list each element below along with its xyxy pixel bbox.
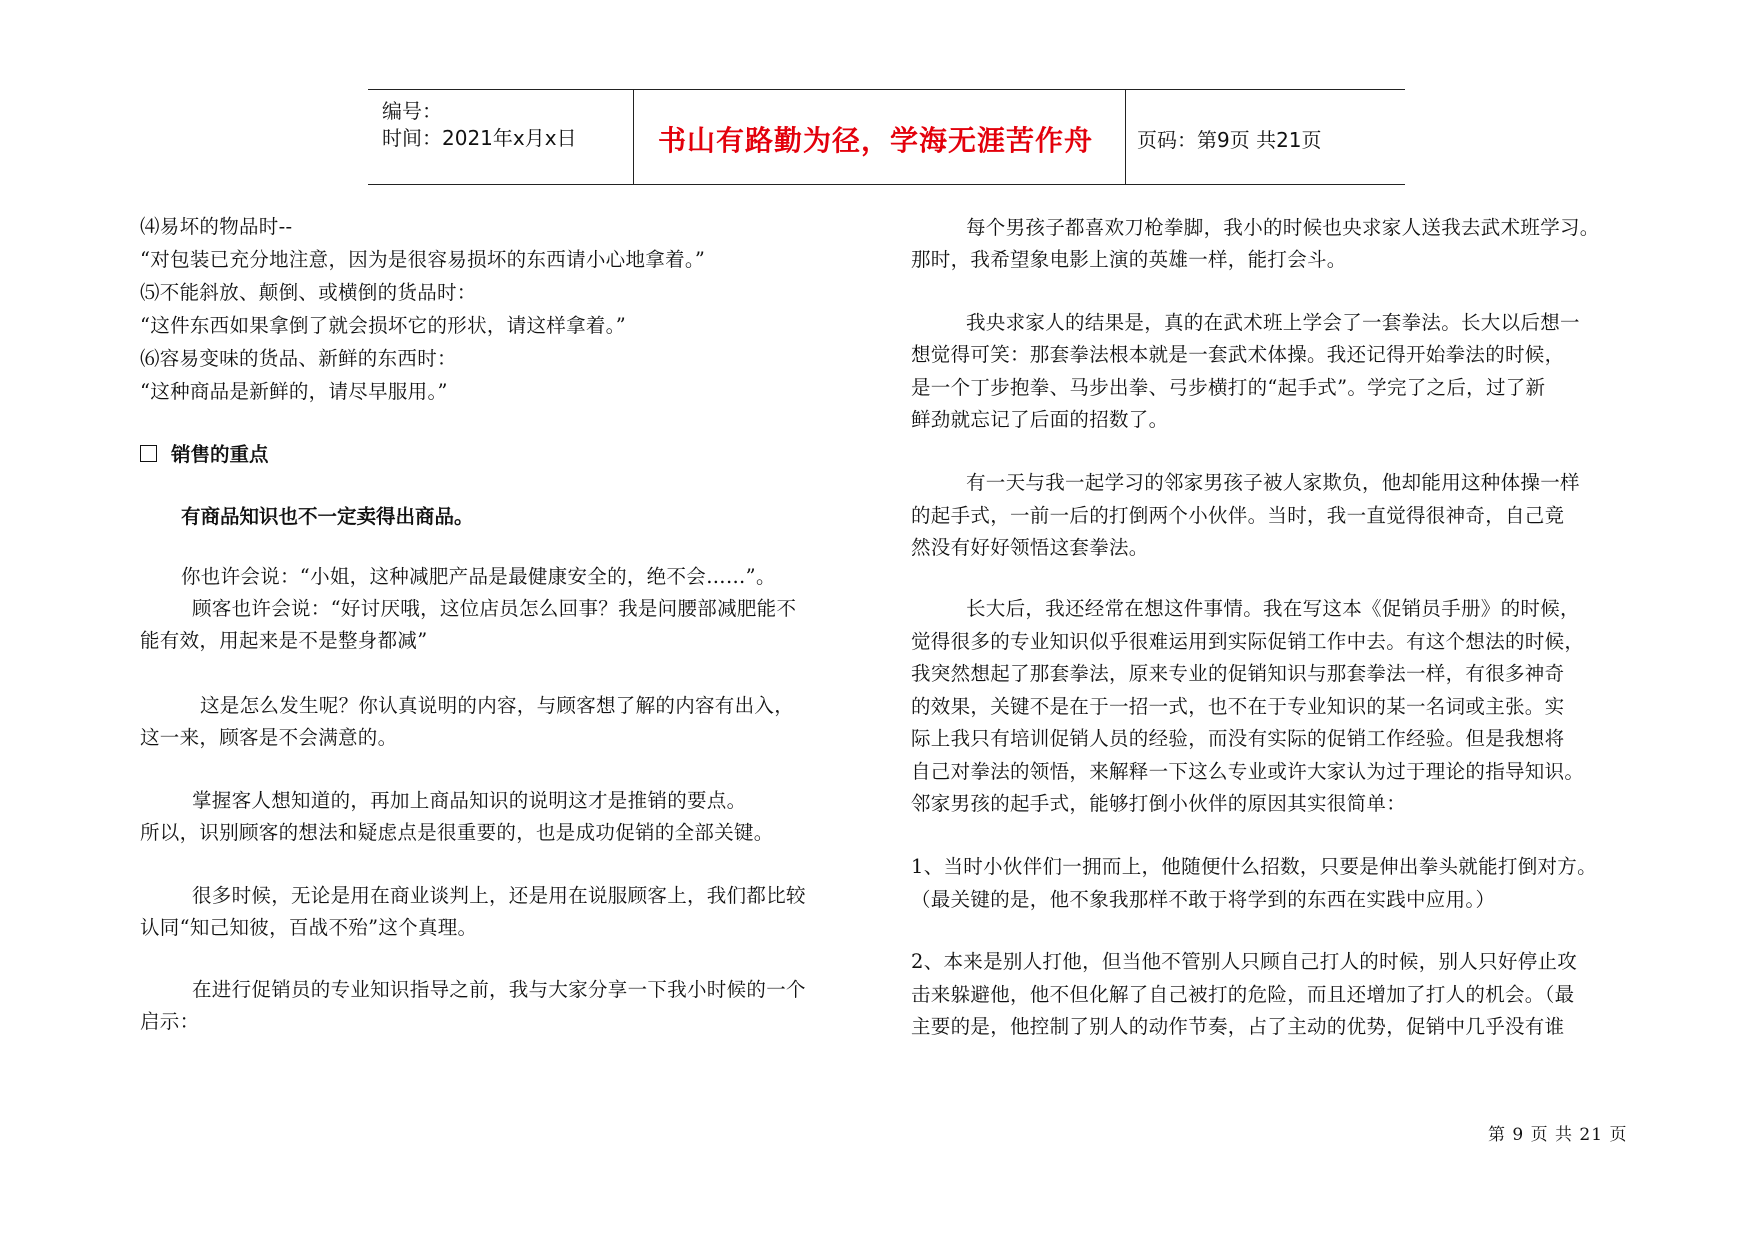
left-line: 很多时候，无论是用在商业谈判上，还是用在说服顾客上，我们都比较: [192, 884, 806, 907]
section-heading: [140, 439, 269, 467]
right-line: 鲜劲就忘记了后面的招数了。: [911, 408, 1169, 431]
header-meta-cell: [368, 90, 633, 184]
header-page-cell: [1125, 90, 1405, 184]
left-line: 顾客也许会说：“好讨厌哦，这位店员怎么回事？我是问腰部减肥能不: [192, 597, 797, 620]
left-line: 掌握客人想知道的，再加上商品知识的说明这才是推销的要点。: [192, 789, 747, 812]
time-label: 时间：2021年x月x日: [382, 126, 577, 150]
header-page-info: 页码：第9页 共21页: [1137, 128, 1322, 152]
right-line: 觉得很多的专业知识似乎很难运用到实际促销工作中去。有这个想法的时候，: [911, 630, 1585, 653]
right-line: 2、本来是别人打他，但当他不管别人只顾自己打人的时候，别人只好停止攻: [911, 950, 1578, 973]
left-line: “对包装已充分地注意，因为是很容易损坏的东西请小心地拿着。”: [140, 248, 706, 271]
right-line: 邻家男孩的起手式，能够打倒小伙伴的原因其实很简单：: [911, 792, 1407, 815]
left-line: 你也许会说：“小姐，这种减肥产品是最健康安全的，绝不会……”。: [181, 565, 776, 588]
checkbox-icon: [140, 445, 157, 462]
left-line: “这件东西如果拿倒了就会损坏它的形状，请这样拿着。”: [140, 314, 626, 337]
page-header: [368, 89, 1405, 185]
right-line: 主要的是，他控制了别人的动作节奏，占了主动的优势，促销中几乎没有谁: [911, 1015, 1565, 1038]
left-line: ⑹容易变味的货品、新鲜的东西时：: [140, 347, 457, 370]
left-line: 能有效，用起来是不是整身都减”: [140, 629, 428, 652]
right-line: 长大后，我还经常在想这件事情。我在写这本《促销员手册》的时候，: [966, 597, 1580, 620]
left-line: ⑷易坏的物品时--: [140, 215, 293, 238]
subtitle: 有商品知识也不一定卖得出商品。: [181, 505, 474, 528]
right-line: 那时，我希望象电影上演的英雄一样，能打会斗。: [911, 248, 1347, 271]
left-line: 这一来，顾客是不会满意的。: [140, 726, 398, 749]
right-line: 有一天与我一起学习的邻家男孩子被人家欺负，他却能用这种体操一样: [966, 471, 1580, 494]
left-line: 这是怎么发生呢？你认真说明的内容，与顾客想了解的内容有出入，: [200, 694, 795, 717]
right-line: 是一个丁步抱拳、马步出拳、弓步横打的“起手式”。学完了之后，过了新: [911, 376, 1546, 399]
right-line: 然没有好好领悟这套拳法。: [911, 536, 1149, 559]
left-line: 启示：: [140, 1010, 200, 1033]
header-motto-cell: [633, 90, 1126, 184]
left-line: ⑸不能斜放、颠倒、或横倒的货品时：: [140, 281, 477, 304]
page-footer: 第 9 页 共 21 页: [1488, 1125, 1628, 1145]
right-line: 每个男孩子都喜欢刀枪拳脚，我小的时候也央求家人送我去武术班学习。: [966, 216, 1600, 239]
right-line: 我突然想起了那套拳法，原来专业的促销知识与那套拳法一样，有很多神奇: [911, 662, 1565, 685]
left-line: “这种商品是新鲜的，请尽早服用。”: [140, 380, 448, 403]
right-line: 际上我只有培训促销人员的经验，而没有实际的促销工作经验。但是我想将: [911, 727, 1565, 750]
right-line: （最关键的是，他不象我那样不敢于将学到的东西在实践中应用。）: [911, 888, 1496, 911]
right-line: 1、当时小伙伴们一拥而上，他随便什么招数，只要是伸出拳头就能打倒对方。: [911, 855, 1597, 878]
motto: 书山有路勤为径，学海无涯苦作舟: [658, 124, 1094, 157]
code-label: 编号：: [382, 99, 442, 123]
right-line: 的起手式，一前一后的打倒两个小伙伴。当时，我一直觉得很神奇，自己竟: [911, 504, 1565, 527]
left-line: 在进行促销员的专业知识指导之前，我与大家分享一下我小时候的一个: [192, 978, 806, 1001]
section-title: 销售的重点: [171, 443, 269, 466]
right-line: 自己对拳法的领悟，来解释一下这么专业或许大家认为过于理论的指导知识。: [911, 760, 1585, 783]
right-line: 想觉得可笑：那套拳法根本就是一套武术体操。我还记得开始拳法的时候，: [911, 343, 1565, 366]
left-line: 所以，识别顾客的想法和疑虑点是很重要的，也是成功促销的全部关键。: [140, 821, 774, 844]
right-line: 的效果，关键不是在于一招一式，也不在于专业知识的某一名词或主张。实: [911, 695, 1565, 718]
left-line: 认同“知己知彼，百战不殆”这个真理。: [140, 916, 478, 939]
right-line: 击来躲避他，他不但化解了自己被打的危险，而且还增加了打人的机会。（最: [911, 983, 1575, 1006]
right-line: 我央求家人的结果是，真的在武术班上学会了一套拳法。长大以后想一: [966, 311, 1580, 334]
